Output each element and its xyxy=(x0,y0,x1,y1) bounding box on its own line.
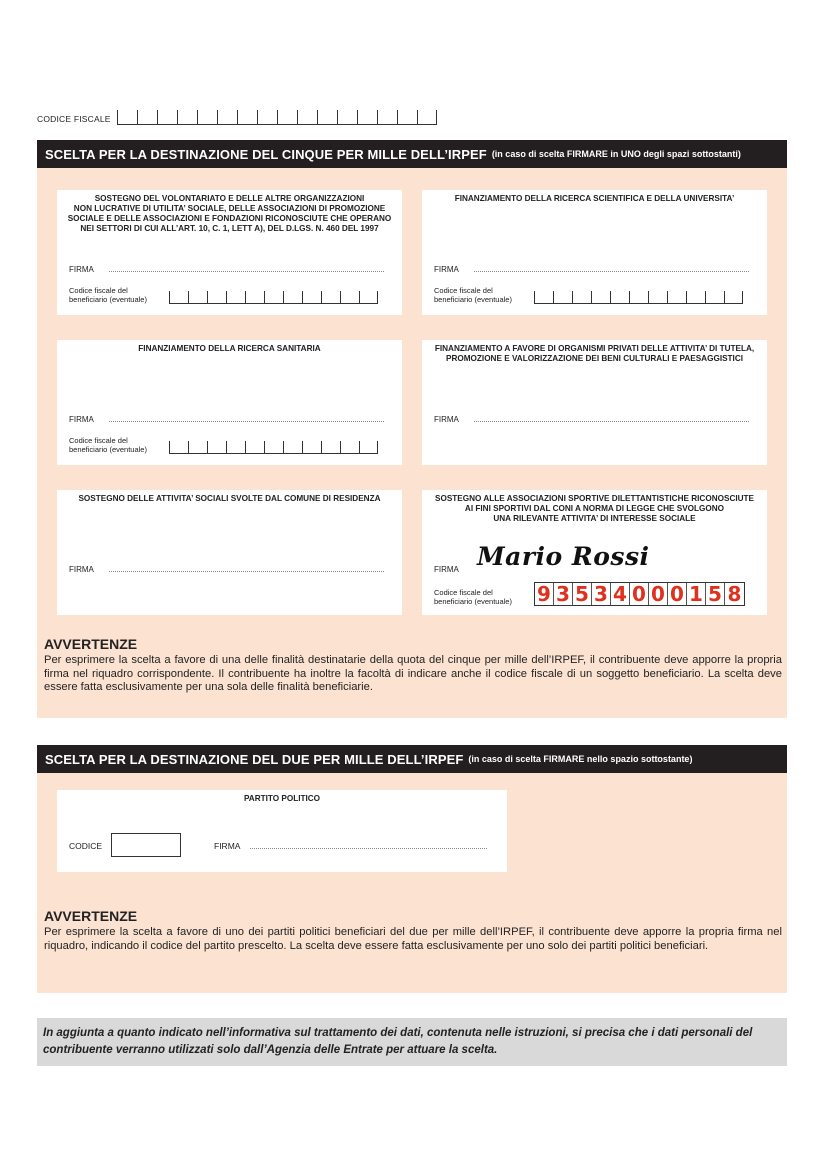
firma-field[interactable] xyxy=(69,565,384,574)
box-title: PARTITO POLITICO xyxy=(243,794,321,803)
char-cell xyxy=(297,110,317,124)
due-per-mille-panel xyxy=(37,773,787,993)
char-cell xyxy=(169,291,188,303)
due-per-mille-header xyxy=(37,745,787,773)
char-cell xyxy=(629,291,648,303)
char-cell xyxy=(591,291,610,303)
char-cell xyxy=(667,291,686,303)
char-cell xyxy=(169,441,188,453)
char-cell xyxy=(283,441,302,453)
firma-label: FIRMA xyxy=(434,565,459,574)
avvertenze-title: AVVERTENZE xyxy=(44,908,138,924)
char-cell xyxy=(264,441,283,453)
privacy-note: In aggiunta a quanto indicato nell’informativa sul trattamento dei dati, contenuta nelle istruzioni, si precisa che i dati personali del contribuente verranno utilizzati solo dall’Agenzia delle Entrate per attuare la scelta. xyxy=(37,1018,787,1066)
char-cell xyxy=(317,110,337,124)
cf-beneficiario-field[interactable] xyxy=(434,582,745,606)
signature: Mario Rossi xyxy=(477,542,650,571)
char-cell xyxy=(534,291,553,303)
avvertenze-title: AVVERTENZE xyxy=(44,636,138,652)
box-title: FINANZIAMENTO DELLA RICERCA SANITARIA xyxy=(138,344,321,353)
char-cell xyxy=(188,441,207,453)
box-volontariato xyxy=(57,190,402,315)
char-cell xyxy=(686,291,705,303)
avvertenze-text: Per esprimere la scelta a favore di una delle finalità destinatarie della quota del cinque per mille dell’IRPEF, il contribuente deve apporre la propria firma nel riquadro corrispondente. Il contribuente ha inoltre la facoltà di indicare anche il codice fiscale di un soggetto beneficiario. La scelta deve essere fatta esclusivamente per una sola delle finalità beneficiarie. xyxy=(44,654,782,693)
char-cell xyxy=(610,291,629,303)
cinque-per-mille-subtitle: (in caso di scelta FIRMARE in UNO degli spazi sottostanti) xyxy=(491,149,741,159)
firma-label: FIRMA xyxy=(69,265,94,274)
box-title: FINANZIAMENTO A FAVORE DI ORGANISMI PRIVATI DELLE ATTIVITA’ DI TUTELA, PROMOZIONE E VALORIZZAZIONE DEI BENI CULTURALI E PAESAGGISTICI xyxy=(434,344,755,363)
char-cell xyxy=(357,110,377,124)
due-per-mille-subtitle: (in caso di scelta FIRMARE nello spazio sottostante) xyxy=(468,754,693,764)
char-cell xyxy=(157,110,177,124)
char-cell xyxy=(207,291,226,303)
char-cell xyxy=(340,441,359,453)
char-cell xyxy=(226,291,245,303)
avvertenze-text: Per esprimere la scelta a favore di uno dei partiti politici beneficiari del due per mille dell’IRPEF, il contribuente deve apporre la propria firma nel riquadro, indicando il codice del partito prescelto. La scelta deve essere fatta esclusivamente per uno solo dei partiti politici beneficiari. xyxy=(44,926,782,952)
codice-partito-input[interactable] xyxy=(111,833,181,857)
codice-label: CODICE xyxy=(69,841,103,851)
char-cell xyxy=(377,110,397,124)
cf-beneficiario-field[interactable] xyxy=(69,287,378,304)
char-cell xyxy=(177,110,197,124)
cinque-per-mille-header xyxy=(37,140,787,168)
firma-label: FIRMA xyxy=(434,265,459,274)
char-cell xyxy=(188,291,207,303)
firma-field[interactable] xyxy=(434,565,474,574)
firma-label: FIRMA xyxy=(69,565,94,574)
codice-fiscale-input[interactable] xyxy=(117,111,437,125)
box-beni-culturali xyxy=(422,340,767,465)
char-cell xyxy=(340,291,359,303)
char-cell xyxy=(237,110,257,124)
char-cell xyxy=(117,110,137,124)
char-cell xyxy=(302,291,321,303)
char-cell xyxy=(217,110,237,124)
firma-label: FIRMA xyxy=(434,415,459,424)
firma-field[interactable] xyxy=(69,415,384,424)
box-ricerca-sanitaria xyxy=(57,340,402,465)
firma-label: FIRMA xyxy=(214,841,241,851)
char-cell xyxy=(321,291,340,303)
char-cell xyxy=(553,291,572,303)
char-cell xyxy=(283,291,302,303)
firma-field[interactable] xyxy=(69,265,384,274)
cinque-per-mille-title: SCELTA PER LA DESTINAZIONE DEL CINQUE PER MILLE DELL’IRPEF xyxy=(45,146,487,162)
cf-beneficiario-label: Codice fiscale del beneficiario (eventuale) xyxy=(434,588,512,606)
box-title: SOSTEGNO DEL VOLONTARIATO E DELLE ALTRE ORGANIZZAZIONI NON LUCRATIVE DI UTILITA’ SOCIALE, DELLE ASSOCIAZIONI DI PROMOZIONE SOCIALE E DELLE ASSOCIAZIONI E FONDAZIONI RICONOSCIUTE CHE OPERANO NEI SETTORI DI CUI ALL’ART. 10, C. 1, LETT A), DEL D.LGS. N. 460 DEL 1997 xyxy=(67,194,392,233)
char-cell xyxy=(321,441,340,453)
firma-label: FIRMA xyxy=(69,415,94,424)
char-cell xyxy=(359,291,378,303)
box-title: SOSTEGNO DELLE ATTIVITA’ SOCIALI SVOLTE DAL COMUNE DI RESIDENZA xyxy=(78,494,381,503)
char-cell xyxy=(572,291,591,303)
char-cell xyxy=(226,441,245,453)
char-cell xyxy=(648,291,667,303)
char-cell xyxy=(245,291,264,303)
box-associazioni-sportive xyxy=(422,490,767,615)
cf-beneficiario-label: Codice fiscale del beneficiario (eventuale) xyxy=(69,286,147,304)
char-cell xyxy=(264,291,283,303)
box-partito-politico xyxy=(57,790,507,872)
firma-field[interactable] xyxy=(250,848,487,849)
cf-beneficiario-label: Codice fiscale del beneficiario (eventuale) xyxy=(434,286,512,304)
char-cell xyxy=(245,441,264,453)
char-cell xyxy=(397,110,417,124)
box-title: FINANZIAMENTO DELLA RICERCA SCIENTIFICA E DELLA UNIVERSITA’ xyxy=(454,194,735,203)
cf-beneficiario-field[interactable] xyxy=(434,287,743,304)
char-cell xyxy=(207,441,226,453)
char-cell xyxy=(197,110,217,124)
firma-field[interactable] xyxy=(434,265,749,274)
char-cell xyxy=(302,441,321,453)
cf-beneficiario-label: Codice fiscale del beneficiario (eventuale) xyxy=(69,436,147,454)
box-ricerca-scientifica xyxy=(422,190,767,315)
cinque-per-mille-panel xyxy=(37,168,787,718)
box-comune-residenza xyxy=(57,490,402,615)
char-cell xyxy=(257,110,277,124)
char-cell xyxy=(359,441,378,453)
char-cell xyxy=(337,110,357,124)
char-cell xyxy=(277,110,297,124)
due-per-mille-title: SCELTA PER LA DESTINAZIONE DEL DUE PER MILLE DELL’IRPEF xyxy=(45,751,464,767)
codice-fiscale-label: CODICE FISCALE xyxy=(37,114,111,124)
firma-field[interactable] xyxy=(434,415,749,424)
codice-fiscale-top xyxy=(37,105,437,125)
cf-beneficiario-field[interactable] xyxy=(69,437,378,454)
char-cell xyxy=(417,110,437,124)
char-cell xyxy=(137,110,157,124)
codice-fiscale-digits[interactable]: 9 3 5 3 4 0 0 0 1 5 8 xyxy=(534,582,745,606)
box-title: SOSTEGNO ALLE ASSOCIAZIONI SPORTIVE DILETTANTISTICHE RICONOSCIUTE AI FINI SPORTIVI DAL CONI A NORMA DI LEGGE CHE SVOLGONO UNA RILEVANTE ATTIVITA’ DI INTERESSE SOCIALE xyxy=(434,494,755,523)
char-cell xyxy=(705,291,724,303)
char-cell xyxy=(724,291,743,303)
